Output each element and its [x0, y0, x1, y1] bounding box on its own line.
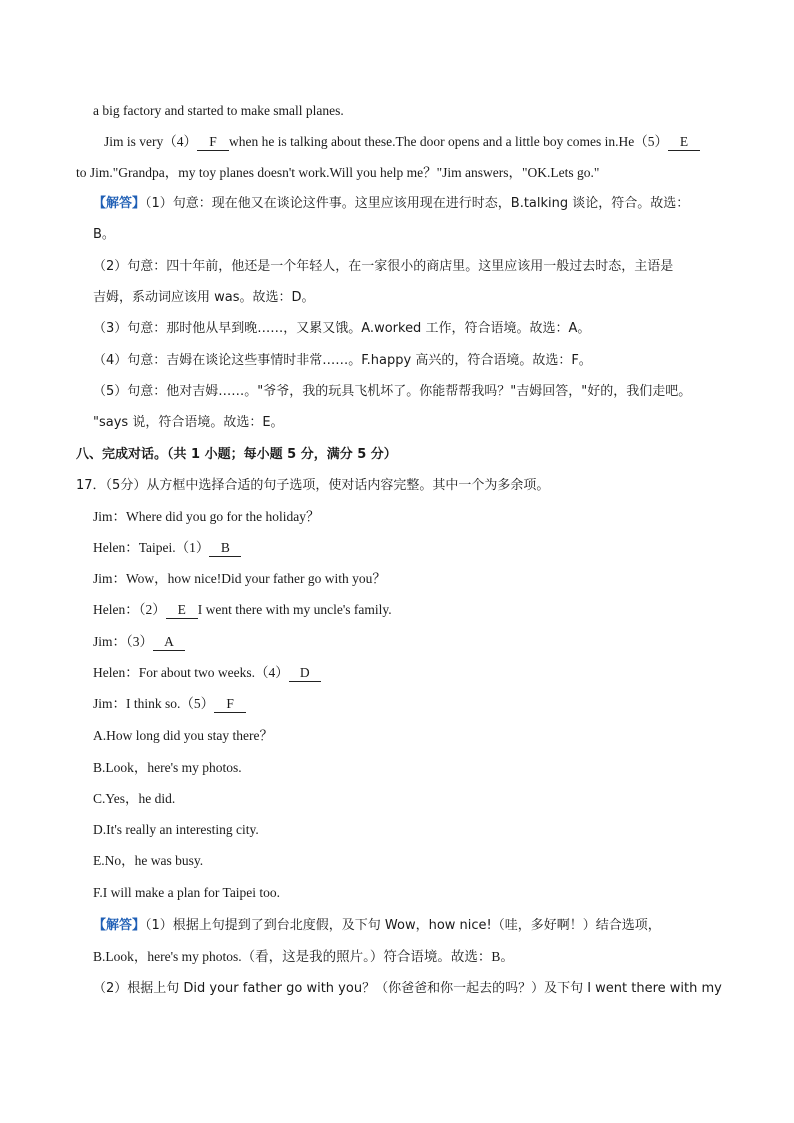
- answer-tag: 【解答】: [93, 918, 146, 933]
- answer-blank: F: [197, 134, 229, 151]
- dialogue-text: Helen：（2）: [93, 602, 166, 617]
- dialogue-text: I went there with my uncle's family.: [197, 602, 392, 617]
- analysis-text: 吉姆，系动词应该用 was。故选：D。: [93, 290, 315, 305]
- question-text: 从方框中选择合适的句子选项，使对话内容完整。其中一个为多余项。: [146, 478, 550, 493]
- answer-blank: D: [289, 665, 321, 682]
- passage-line: to Jim."Grandpa，my toy planes doesn't work.Will you help me？"Jim answers，"OK.Lets go.": [76, 165, 600, 180]
- analysis-paragraph: [93, 918, 661, 934]
- option-item: B.Look，here's my photos.: [93, 760, 242, 775]
- dialogue-text: Jim：I think so.（5）: [93, 696, 215, 711]
- dialogue-line: [93, 602, 392, 619]
- dialogue-line: [93, 571, 386, 587]
- passage-line: [104, 134, 700, 151]
- analysis-paragraph: [93, 196, 689, 212]
- dialogue-text: Jim：Wow，how nice!Did your father go with you？: [93, 571, 386, 586]
- dialogue-line: [93, 696, 246, 713]
- option-item: F.I will make a plan for Taipei too.: [93, 885, 281, 900]
- dialogue-text: Jim：Where did you go for the holiday？: [93, 509, 320, 524]
- analysis-text: "says 说，符合语境。故选：E。: [93, 415, 284, 430]
- answer-blank: F: [214, 696, 246, 713]
- dialogue-text: Helen：For about two weeks.（4）: [93, 665, 289, 680]
- dialogue-text: Helen：Taipei.（1）: [93, 540, 210, 555]
- answer-tag: 【解答】: [93, 196, 146, 211]
- section-heading: 八、完成对话。（共 1 小题；每小题 5 分，满分 5 分）: [76, 447, 397, 462]
- analysis-text: B。: [93, 227, 115, 242]
- analysis-text: （3）句意：那时他从早到晚……，又累又饿。A.worked 工作，符合语境。故选：A。: [93, 321, 591, 336]
- dialogue-line: [93, 540, 241, 557]
- answer-blank: B: [209, 540, 241, 557]
- analysis-text: （5）句意：他对吉姆……。"爷爷，我的玩具飞机坏了。你能帮帮我吗？"吉姆回答，"好的，我们走吧。: [93, 384, 692, 399]
- dialogue-line: [93, 509, 319, 525]
- option-item: A.How long did you stay there？: [93, 728, 273, 743]
- dialogue-line: [93, 634, 185, 651]
- passage-line: a big factory and started to make small planes.: [93, 103, 344, 118]
- question-number: 17．（5分）: [76, 478, 147, 493]
- analysis-text: B.Look，here's my photos.（看，这是我的照片。）符合语境。故选：B。: [93, 949, 514, 964]
- passage-text: when he is talking about these.The door opens and a little boy comes in.He（5）: [229, 134, 669, 149]
- analysis-text: （2）根据上句 Did your father go with you？（你爸爸和你一起去的吗？）及下句 I went there with my: [93, 981, 722, 996]
- answer-blank: E: [668, 134, 700, 151]
- option-item: E.No，he was busy.: [93, 853, 204, 868]
- dialogue-line: [93, 665, 321, 682]
- analysis-text: （1）句意：现在他又在谈论这件事。这里应该用现在进行时态，B.talking 谈论，符合。故选：: [145, 196, 690, 211]
- answer-blank: E: [166, 602, 198, 619]
- option-item: C.Yes，he did.: [93, 791, 176, 806]
- question-prompt: [76, 478, 549, 494]
- passage-text: Jim is very（4）: [104, 134, 197, 149]
- analysis-text: （2）句意：四十年前，他还是一个年轻人，在一家很小的商店里。这里应该用一般过去时态，主语是: [93, 259, 674, 274]
- analysis-text: （1）根据上句提到了到台北度假，及下句 Wow，how nice!（哇，多好啊！）结合选项，: [145, 918, 661, 933]
- dialogue-text: Jim：（3）: [93, 634, 154, 649]
- analysis-text: （4）句意：吉姆在谈论这些事情时非常……。F.happy 高兴的，符合语境。故选：F。: [93, 353, 592, 368]
- option-item: D.It's really an interesting city.: [93, 822, 259, 837]
- answer-blank: A: [153, 634, 185, 651]
